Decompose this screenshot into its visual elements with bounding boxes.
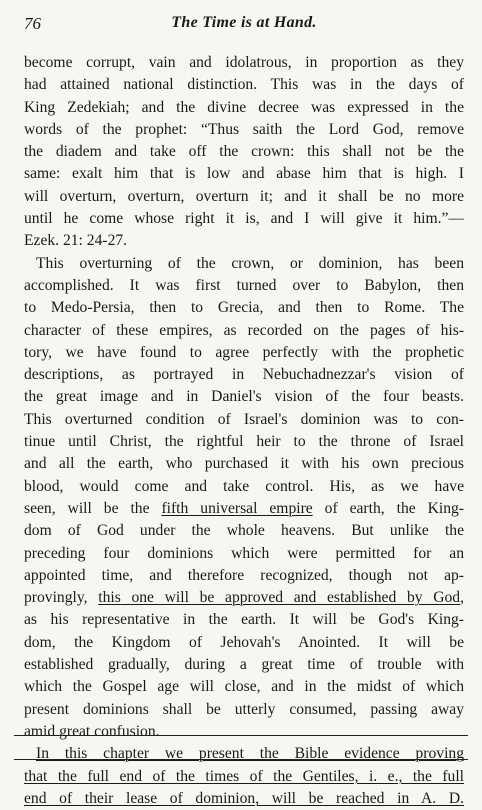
text-line: as his representative in the earth. It will be God's King- xyxy=(24,611,464,629)
text-line xyxy=(24,743,464,765)
underlined-passage: that the full end of the times of the Gentiles, i. e., the full xyxy=(24,767,464,785)
text-line: descriptions, as portrayed in Nebuchadnezzar's vision of xyxy=(24,366,464,384)
text-line: preceding four dominions which were permitted for an xyxy=(24,544,464,562)
text-line: dom of God under the whole heavens. But unlike the xyxy=(24,522,464,540)
text-line: which the Gospel age will close, and in the midst of which xyxy=(24,678,464,696)
underlined-passage: end of their lease of dominion, will be reached in A. D. xyxy=(24,789,464,807)
text-line: the great image and in Daniel's vision of the four beasts. xyxy=(24,388,464,406)
text-line: tinue until Christ, the rightful heir to the throne of Israel xyxy=(24,433,464,451)
text-line: until he come whose right it is, and I will give it him.”— xyxy=(24,210,464,228)
running-title: The Time is at Hand. xyxy=(171,14,317,31)
underlined-phrase: fifth universal empire xyxy=(161,499,313,517)
text-line: appointed time, and therefore recognized, though not ap- xyxy=(24,566,464,584)
text-line: become corrupt, vain and idolatrous, in proportion as they xyxy=(24,54,464,71)
text-line: accomplished. It was first turned over to Babylon, then xyxy=(24,276,464,294)
pen-underline-mark xyxy=(14,735,468,736)
text-line: This overturning of the crown, or dominion, has been xyxy=(36,254,464,272)
page-header xyxy=(24,14,464,38)
text-line: tory, we have found to agree perfectly with the prophetic xyxy=(24,343,464,361)
text-line: the diadem and take off the crown: this shall not be the xyxy=(24,143,464,161)
text-line: Ezek. 21: 24-27. xyxy=(24,232,128,250)
underlined-phrase: this one will be approved and established by God xyxy=(98,589,461,607)
text-line: present dominions shall be utterly consumed, passing away xyxy=(24,700,464,718)
text-line xyxy=(24,788,464,810)
text-line: had attained national distinction. This was in the days of xyxy=(24,76,464,94)
page-number: 76 xyxy=(24,14,41,33)
text-line: words of the prophet: “Thus saith the Lord God, remove xyxy=(24,120,464,138)
text-line: King Zedekiah; and the divine decree was expressed in the xyxy=(24,98,464,116)
text-line: provingly, this one will be approved and established by God, xyxy=(24,589,464,607)
text-line: will overturn, overturn, overturn it; and it shall be no more xyxy=(24,187,464,205)
text-line: blood, would come and take control. His, as we have xyxy=(24,477,464,495)
text-line: character of these empires, as recorded on the pages of his- xyxy=(24,321,464,339)
text-line: established gradually, during a great time of trouble with xyxy=(24,656,464,674)
pen-underline-mark xyxy=(14,759,468,760)
text-line: and all the earth, who purchased it with his own precious xyxy=(24,455,464,473)
text-line: to Medo-Persia, then to Grecia, and then to Rome. The xyxy=(24,299,464,317)
text-line: This overturned condition of Israel's dominion was to con- xyxy=(24,410,464,428)
text-line: same: exalt him that is low and abase him that is high. I xyxy=(24,165,464,183)
underlined-passage: In this chapter we present the Bible evidence proving xyxy=(36,745,464,763)
text-line: dom, the Kingdom of Jehovah's Anointed. It will be xyxy=(24,633,464,651)
text-line: amid great confusion. xyxy=(24,722,160,740)
page-body-text xyxy=(24,52,464,810)
text-line xyxy=(24,766,464,788)
text-line: seen, will be the fifth universal empire of earth, the King- xyxy=(24,499,464,517)
